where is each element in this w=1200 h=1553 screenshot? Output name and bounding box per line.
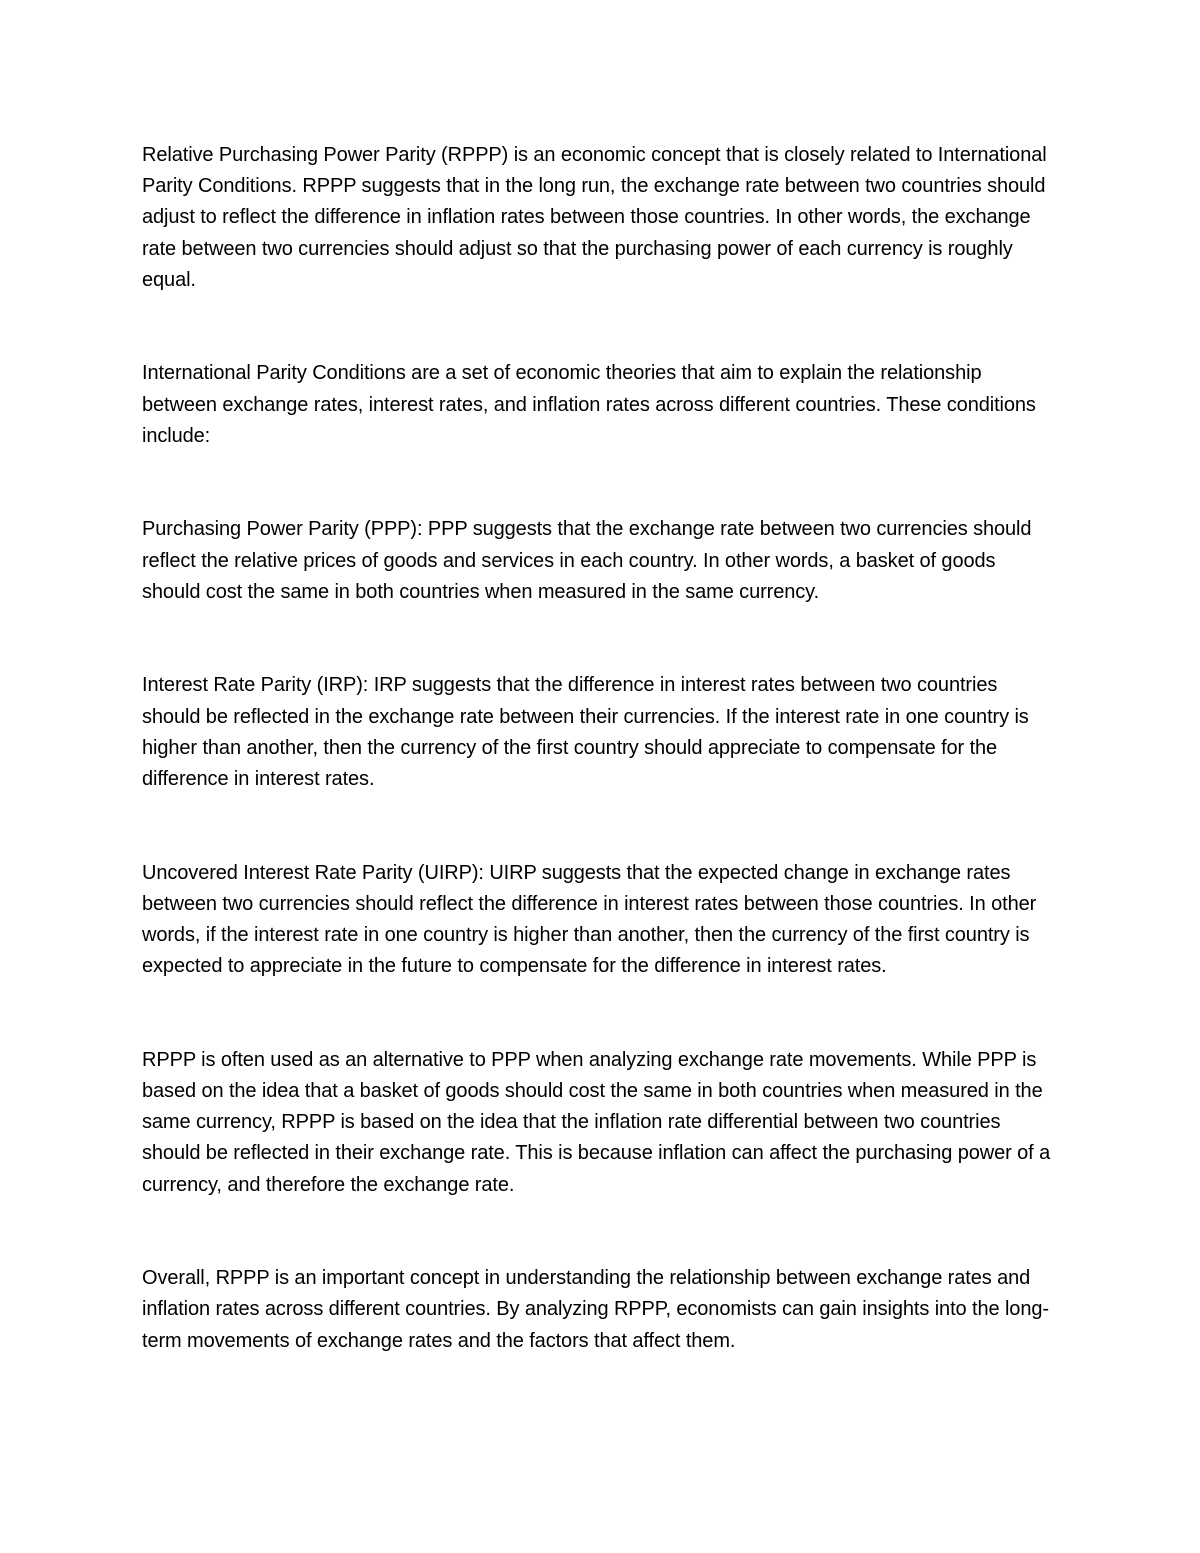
- paragraph-spacer: [142, 1201, 1057, 1263]
- paragraph-irp: Interest Rate Parity (IRP): IRP suggests that the difference in interest rates between two countries should be reflected in the exchange rate between their currencies. If the interest rate in one country is higher than another, then the currency of the first country should appreciate to compensate for the difference in interest rates.: [142, 674, 1029, 791]
- paragraph-ppp: Purchasing Power Parity (PPP): PPP suggests that the exchange rate between two currencies should reflect the relative prices of goods and services in each country. In other words, a basket of goods should cost the same in both countries when measured in the same currency.: [142, 518, 1032, 603]
- paragraph-spacer: [142, 982, 1057, 1044]
- paragraph-rppp-vs-ppp: RPPP is often used as an alternative to PPP when analyzing exchange rate movements. While PPP is based on the idea that a basket of goods should cost the same in both countries when measured in the same currency, RPPP is based on the idea that the inflation rate differential between two countries should be reflected in their exchange rate. This is because inflation can affect the purchasing power of a currency, and therefore the exchange rate.: [142, 1048, 1051, 1196]
- paragraph-spacer: [142, 608, 1057, 670]
- paragraph-spacer: [142, 452, 1057, 514]
- paragraph-rppp-intro: Relative Purchasing Power Parity (RPPP) is an economic concept that is closely related to International Parity Conditions. RPPP suggests that in the long run, the exchange rate between two countries should adjust to reflect the difference in inflation rates between those countries. In other words, the exchange rate between two currencies should adjust so that the purchasing power of each currency is roughly equal.: [142, 144, 1047, 291]
- paragraph-spacer: [142, 296, 1057, 358]
- document-body: [142, 140, 1057, 1357]
- paragraph-ipc-definition: International Parity Conditions are a set of economic theories that aim to explain the relationship between exchange rates, interest rates, and inflation rates across different countries. These conditions include:: [142, 362, 1036, 447]
- paragraph-conclusion: Overall, RPPP is an important concept in understanding the relationship between exchange rates and inflation rates across different countries. By analyzing RPPP, economists can gain insights into the long-term movements of exchange rates and the factors that affect them.: [142, 1267, 1049, 1352]
- paragraph-spacer: [142, 795, 1057, 857]
- paragraph-uirp: Uncovered Interest Rate Parity (UIRP): UIRP suggests that the expected change in exchange rates between two currencies should reflect the difference in interest rates between those countries. In other words, if the interest rate in one country is higher than another, then the currency of the first country is expected to appreciate in the future to compensate for the difference in interest rates.: [142, 861, 1037, 978]
